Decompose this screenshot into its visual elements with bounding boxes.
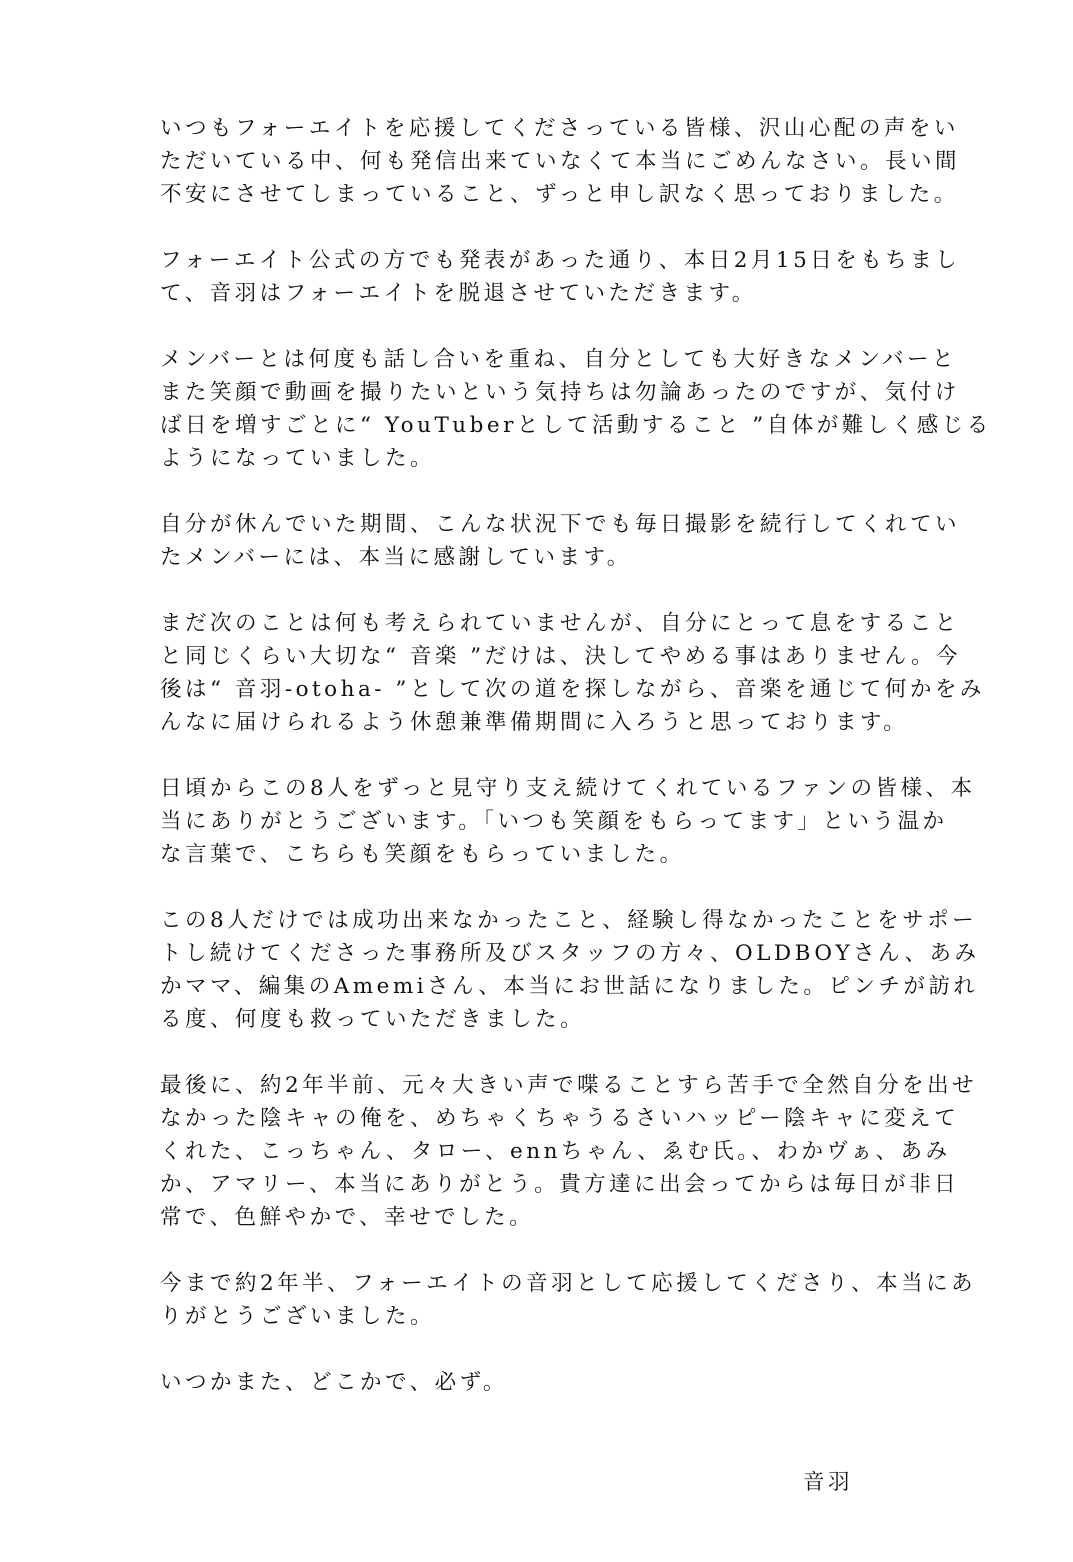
text-line: と同じくらい大切な“ 音楽 ”だけは、決してやめる事はありません。今 [160, 644, 961, 669]
text-line: ば日を増すごとに“ YouTuberとして活動すること ”自体が難しく感じる [160, 413, 992, 438]
paragraph-apology [160, 112, 961, 211]
text-line: りがとうございました。 [160, 1304, 436, 1329]
text-line: か、アマリー、本当にありがとう。貴方達に出会ってからは毎日が非日 [160, 1172, 960, 1197]
text-line: メンバーとは何度も話し合いを重ね、自分としても大好きなメンバーと [160, 347, 957, 372]
paragraph-reason [160, 343, 992, 475]
text-line: また笑顔で動画を撮りたいという気持ちは勿論あったのですが、気付け [160, 380, 960, 405]
text-line: んなに届けられるよう休憩兼準備期間に入ろうと思っております。 [160, 710, 909, 735]
text-line: なかった陰キャの俺を、めちゃくちゃうるさいハッピー陰キャに変えて [160, 1106, 960, 1131]
text-line: かママ、編集のAmemiさん、本当にお世話になりました。ピンチが訪れ [160, 974, 979, 999]
text-line: 自分が休んでいた期間、こんな状況下でも毎日撮影を続行してくれてい [160, 512, 961, 537]
letter-body [160, 112, 992, 1432]
paragraph-future [160, 607, 985, 739]
paragraph-thanks-fans [160, 772, 976, 871]
text-line: いつかまた、どこかで、必ず。 [160, 1370, 508, 1395]
text-line: な言葉で、こちらも笑顔をもらっていました。 [160, 842, 685, 867]
text-line: 常で、色鮮やかで、幸せでした。 [160, 1205, 535, 1230]
signature: 音羽 [803, 1470, 854, 1495]
text-line: る度、何度も救っていただきました。 [160, 1007, 586, 1032]
text-line: くれた、こっちゃん、タロー、ennちゃん、ゑむ氏。、わかヴぁ、あみ [160, 1139, 951, 1164]
text-line: 当にありがとうございます。「いつも笑顔をもらってます」という温か [160, 809, 948, 834]
text-line: 不安にさせてしまっていること、ずっと申し訳なく思っておりました。 [160, 182, 959, 207]
text-line: まだ次のことは何も考えられていませんが、自分にとって息をすること [160, 611, 960, 636]
text-line: 今まで約2年半、フォーエイトの音羽として応援してくださり、本当にあ [160, 1271, 977, 1296]
text-line: トし続けてくださった事務所及びスタッフの方々、OLDBOYさん、あみ [160, 941, 980, 966]
paragraph-thanks-staff [160, 904, 980, 1036]
paragraph-announcement [160, 244, 961, 310]
text-line: ようになっていました。 [160, 446, 436, 471]
text-line: て、音羽はフォーエイトを脱退させていただきます。 [160, 281, 757, 306]
paragraph-closing [160, 1267, 977, 1333]
paragraph-farewell [160, 1366, 920, 1399]
text-line: いつもフォーエイトを応援してくださっている皆様、沢山心配の声をい [160, 116, 959, 141]
text-line: この8人だけでは成功出来なかったこと、経験し得なかったことをサポー [160, 908, 978, 933]
text-line: ただいている中、何も発信出来ていなくて本当にごめんなさい。長い間 [160, 149, 961, 174]
text-line: 最後に、約2年半前、元々大きい声で喋ることすら苦手で全然自分を出せ [160, 1073, 978, 1098]
text-line: 後は“ 音羽-otoha- ”として次の道を探しながら、音楽を通じて何かをみ [160, 677, 985, 702]
paragraph-thanks-members [160, 508, 961, 574]
text-line: フォーエイト公式の方でも発表があった通り、本日2月15日をもちまし [160, 248, 961, 273]
paragraph-final-thanks [160, 1069, 978, 1234]
text-line: 日頃からこの8人をずっと見守り支え続けてくれているファンの皆様、本 [160, 776, 976, 801]
text-line: たメンバーには、本当に感謝しています。 [160, 545, 632, 570]
